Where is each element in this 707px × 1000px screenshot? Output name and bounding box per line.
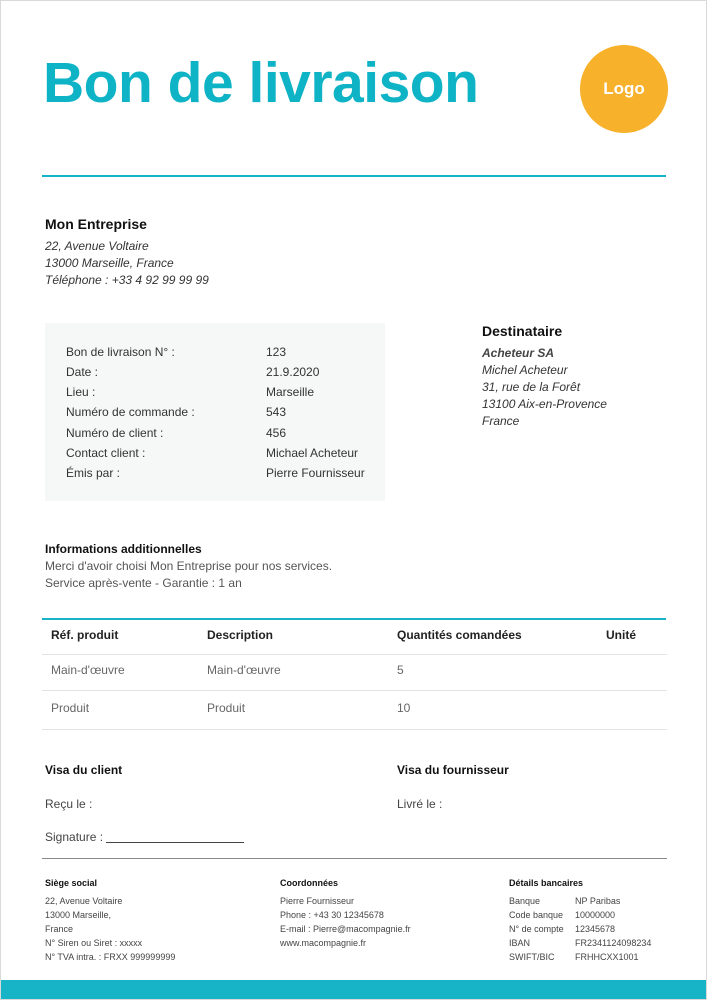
delivered-date-label: Livré le : bbox=[397, 797, 443, 811]
info-value: 543 bbox=[266, 405, 287, 419]
footer-seat-line: N° Siren ou Siret : xxxxx bbox=[45, 938, 143, 948]
table-divider bbox=[42, 729, 667, 730]
footer-bank bbox=[509, 878, 651, 964]
footer-seat-line: 13000 Marseille, bbox=[45, 910, 112, 920]
bank-row bbox=[509, 936, 651, 950]
bank-value: 10000000 bbox=[575, 910, 616, 920]
bank-key: IBAN bbox=[509, 938, 531, 948]
info-label: Numéro de client : bbox=[66, 426, 164, 440]
sender-city-line: 13000 Marseille, France bbox=[45, 256, 174, 270]
footer-accent-bar bbox=[1, 980, 707, 1000]
info-value: 123 bbox=[266, 345, 287, 359]
info-label: Contact client : bbox=[66, 446, 146, 460]
table-divider bbox=[42, 654, 667, 655]
info-label: Lieu : bbox=[66, 385, 96, 399]
cell-ref: Main-d'œuvre bbox=[51, 663, 125, 677]
footer-contact-line: Phone : +43 30 12345678 bbox=[280, 910, 384, 920]
footer-seat bbox=[45, 878, 175, 964]
recipient-company: Acheteur SA bbox=[482, 346, 555, 360]
header-divider bbox=[42, 175, 666, 177]
info-value: 456 bbox=[266, 426, 287, 440]
logo-label: Logo bbox=[603, 79, 645, 98]
footer-bank-heading: Détails bancaires bbox=[509, 878, 584, 888]
signature-line bbox=[106, 842, 244, 843]
column-header-quantity: Quantités comandées bbox=[397, 628, 522, 642]
info-label: Numéro de commande : bbox=[66, 405, 195, 419]
bank-key: N° de compte bbox=[509, 924, 564, 934]
info-value: Michael Acheteur bbox=[266, 446, 359, 460]
cell-quantity: 5 bbox=[397, 663, 404, 677]
supplier-visa-heading: Visa du fournisseur bbox=[397, 763, 509, 777]
bank-value: FR2341124098234 bbox=[575, 938, 652, 948]
bank-key: Code banque bbox=[509, 910, 564, 920]
recipient-block bbox=[482, 323, 607, 430]
document-title: Bon de livraison bbox=[43, 51, 479, 115]
footer-seat-line: N° TVA intra. : FRXX 999999999 bbox=[45, 952, 176, 962]
bank-row bbox=[509, 950, 651, 964]
signature-label: Signature : bbox=[45, 830, 104, 844]
cell-quantity: 10 bbox=[397, 701, 411, 715]
client-visa-heading: Visa du client bbox=[45, 763, 123, 777]
recipient-line: 31, rue de la Forêt bbox=[482, 380, 581, 394]
column-header-description: Description bbox=[207, 628, 274, 642]
cell-ref: Produit bbox=[51, 701, 90, 715]
footer-seat-heading: Siège social bbox=[45, 878, 98, 888]
cell-description: Produit bbox=[207, 701, 246, 715]
recipient-line: France bbox=[482, 414, 520, 428]
recipient-line: 13100 Aix-en-Provence bbox=[482, 397, 607, 411]
bank-value: NP Paribas bbox=[575, 896, 621, 906]
footer-seat-line: 22, Avenue Voltaire bbox=[45, 896, 123, 906]
footer-contact bbox=[280, 878, 411, 950]
footer-seat-line: France bbox=[45, 924, 74, 934]
info-value: Pierre Fournisseur bbox=[266, 466, 365, 480]
info-label: Bon de livraison N° : bbox=[66, 345, 175, 359]
info-value: Marseille bbox=[266, 385, 315, 399]
footer-contact-heading: Coordonnées bbox=[280, 878, 339, 888]
sender-address-line: 22, Avenue Voltaire bbox=[45, 239, 149, 253]
bank-key: SWIFT/BIC bbox=[509, 952, 555, 962]
additional-info-heading: Informations additionnelles bbox=[45, 542, 202, 556]
info-value: 21.9.2020 bbox=[266, 365, 320, 379]
footer-contact-line: www.macompagnie.fr bbox=[280, 938, 367, 948]
bank-key: Banque bbox=[509, 896, 541, 906]
bank-row bbox=[509, 922, 651, 936]
bank-value: FRHHCXX1001 bbox=[575, 952, 639, 962]
delivery-info-box bbox=[45, 323, 385, 501]
column-header-unit: Unité bbox=[606, 628, 636, 642]
bank-row bbox=[509, 908, 651, 922]
table-divider bbox=[42, 690, 667, 691]
recipient-line: Michel Acheteur bbox=[482, 363, 568, 377]
sender-block bbox=[45, 216, 209, 289]
additional-info-line: Merci d'avoir choisi Mon Entreprise pour nos services. bbox=[45, 559, 333, 573]
company-logo bbox=[580, 45, 668, 133]
footer-divider bbox=[42, 858, 667, 859]
column-header-ref: Réf. produit bbox=[51, 628, 119, 642]
additional-info-line: Service après-vente - Garantie : 1 an bbox=[45, 576, 242, 590]
received-date-label: Reçu le : bbox=[45, 797, 93, 811]
sender-phone-line: Téléphone : +33 4 92 99 99 99 bbox=[45, 273, 209, 287]
footer-contact-line: Pierre Fournisseur bbox=[280, 896, 355, 906]
footer-contact-line: E-mail : Pierre@macompagnie.fr bbox=[280, 924, 411, 934]
recipient-heading: Destinataire bbox=[482, 323, 563, 339]
cell-description: Main-d'œuvre bbox=[207, 663, 281, 677]
info-label: Émis par : bbox=[66, 466, 121, 480]
info-label: Date : bbox=[66, 365, 99, 379]
additional-info bbox=[45, 542, 332, 592]
table-top-divider bbox=[42, 618, 666, 620]
bank-value: 12345678 bbox=[575, 924, 616, 934]
sender-name: Mon Entreprise bbox=[45, 216, 147, 232]
bank-row bbox=[509, 894, 651, 908]
